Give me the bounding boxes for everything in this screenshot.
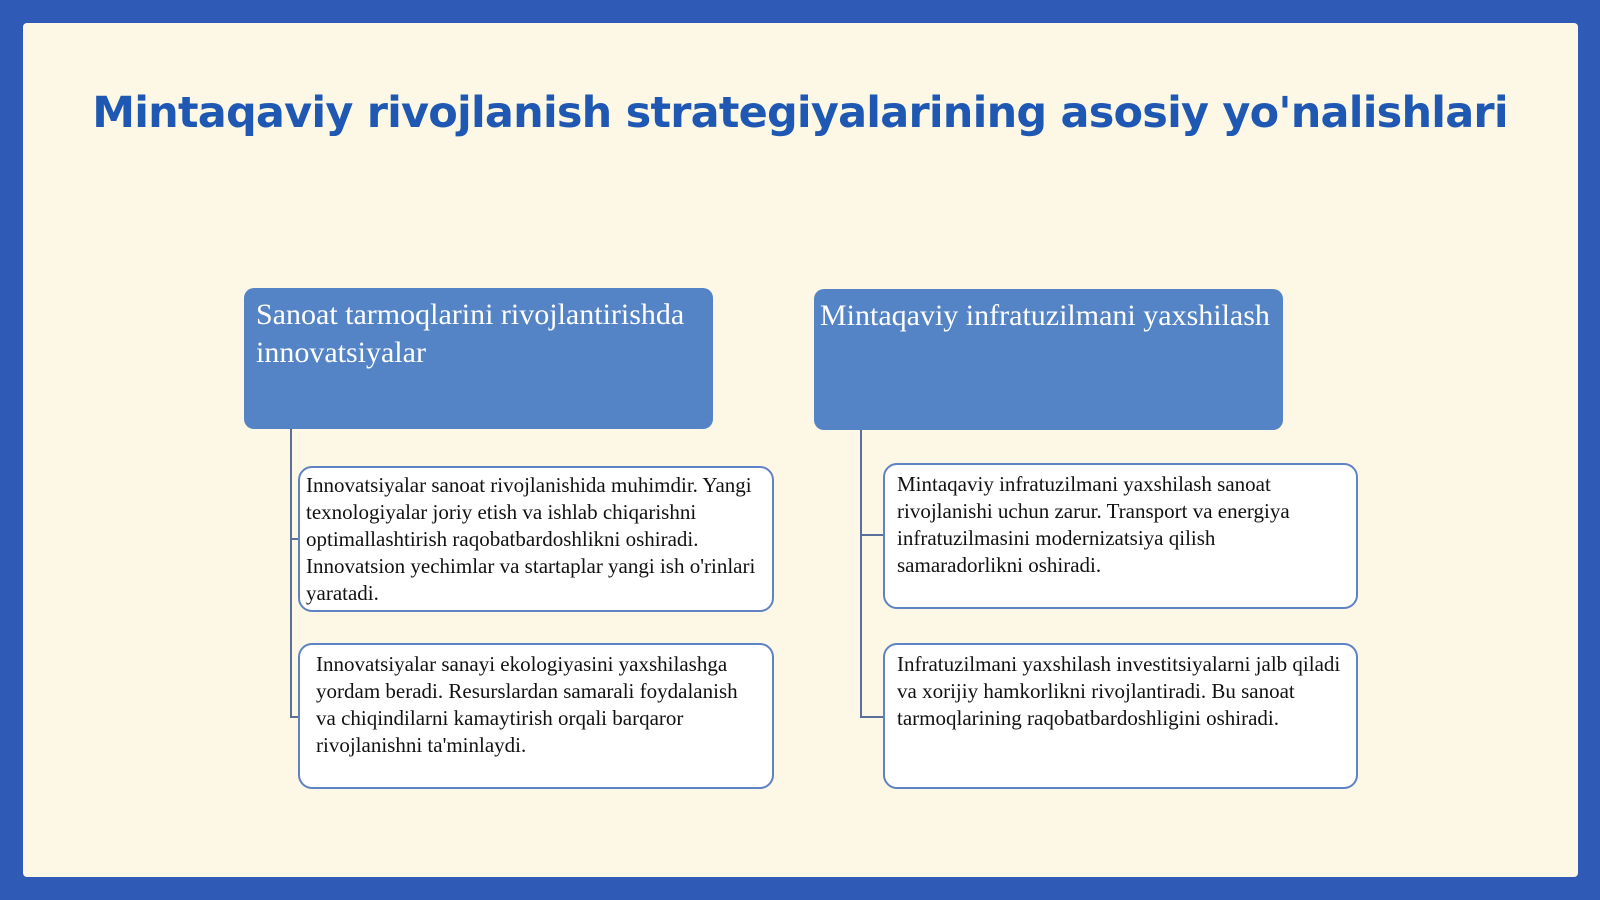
branch-item-text: Infratuzilmani yaxshilash investitsiyalarni jalb qiladi va xorijiy hamkorlikni rivojlantiradi. Bu sanoat tarmoqlarining raqobatbardoshligini oshiradi. <box>897 652 1341 730</box>
connector-horizontal <box>860 716 884 718</box>
branch-item-text: Innovatsiyalar sanoat rivojlanishida muhimdir. Yangi texnologiyalar joriy etish va ishlab chiqarishni optimallashtirish raqobatbardoshlikni oshiradi. Innovatsion yechimlar va startaplar yangi ish o'rinlari yaratadi. <box>306 473 756 605</box>
branch-item-text: Innovatsiyalar sanayi ekologiyasini yaxshilashga yordam beradi. Resurslardan samarali foydalanish va chiqindilarni kamaytirish orqali barqaror rivojlanishni ta'minlaydi. <box>316 652 738 757</box>
connector-vertical <box>860 430 862 717</box>
branch-item-text: Mintaqaviy infratuzilmani yaxshilash sanoat rivojlanishi uchun zarur. Transport va energiya infratuzilmasini modernizatsiya qilish samaradorlikni oshiradi. <box>897 472 1290 577</box>
branch-heading-infrastructure <box>814 289 1283 430</box>
connector-vertical <box>290 429 292 717</box>
page-title: Mintaqaviy rivojlanish strategiyalarining asosiy yo'nalishlari <box>92 88 1508 138</box>
branch-heading-label: Mintaqaviy infratuzilmani yaxshilash <box>820 299 1270 332</box>
branch-item <box>298 643 774 789</box>
branch-item <box>298 466 774 612</box>
branch-item <box>883 463 1358 609</box>
branch-heading-industry <box>244 288 713 429</box>
connector-horizontal <box>860 534 884 536</box>
branch-item <box>883 643 1358 789</box>
branch-heading-label: Sanoat tarmoqlarini rivojlantirishda innovatsiyalar <box>256 298 685 369</box>
